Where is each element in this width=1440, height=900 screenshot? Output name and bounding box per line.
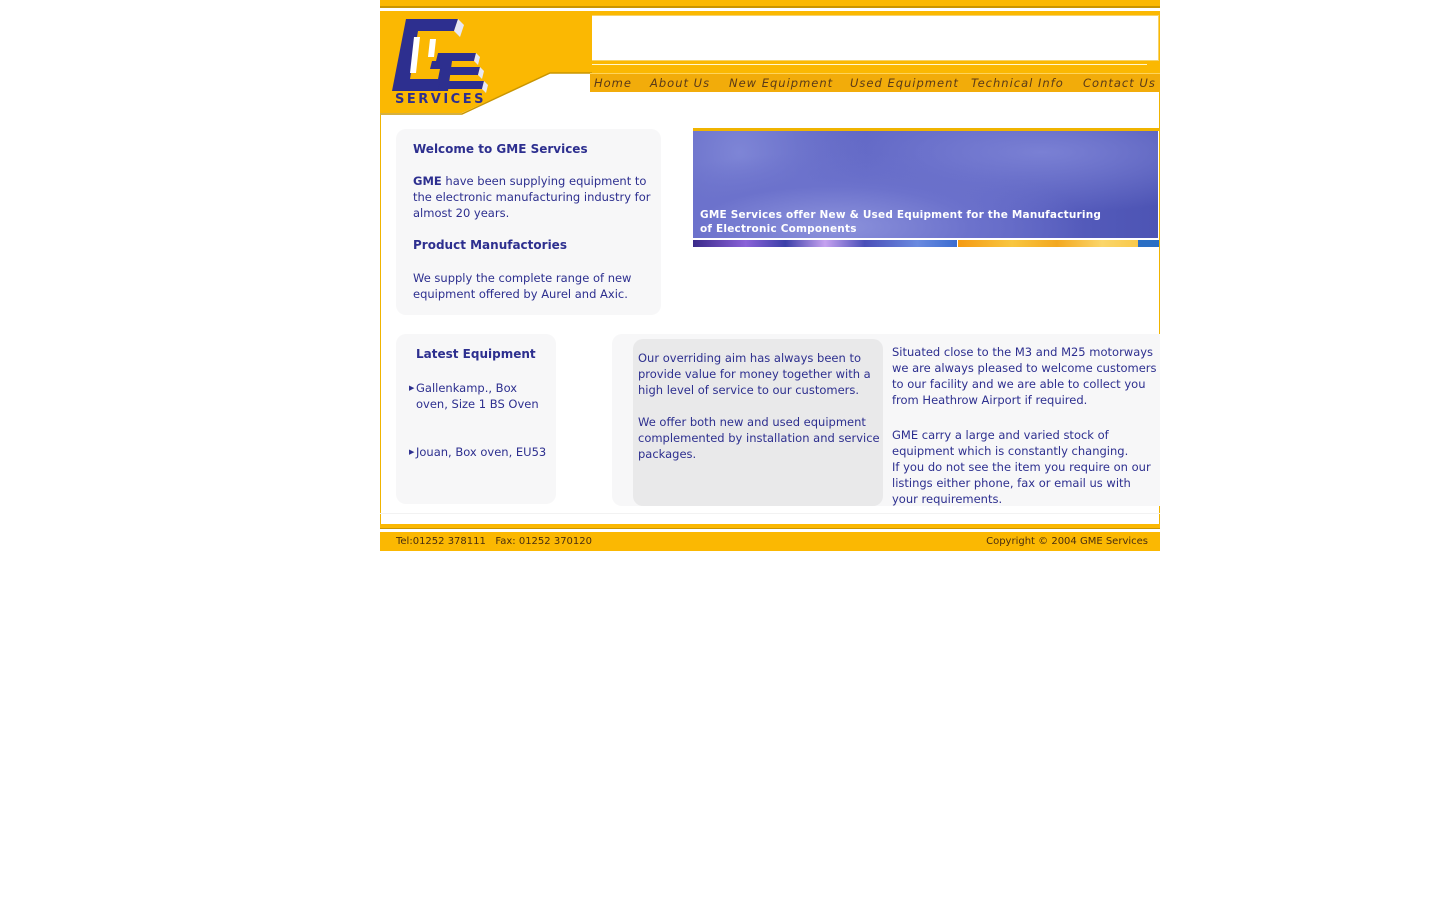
main-nav	[590, 73, 1160, 92]
latest-item-1[interactable]	[409, 380, 551, 412]
location-text	[892, 344, 1160, 507]
nav-new-equipment[interactable]: New Equipment	[729, 76, 834, 90]
welcome-intro-bold: GME	[413, 174, 442, 188]
banner-caption-line-1: GME Services offer New & Used Equipment for the Manufacturing	[700, 209, 1102, 221]
hero-banner	[693, 128, 1160, 248]
location-para-1: Situated close to the M3 and M25 motorways we are always pleased to welcome customers to our facility and we are able to collect you from Heathrow Airport if required.	[892, 345, 1157, 407]
banner-image	[693, 131, 1158, 238]
header	[380, 11, 1160, 115]
bullet-arrow-icon: ▶	[409, 384, 415, 392]
aim-text-1: Our overriding aim has always been to provide value for money together with a high level of service to our customers.	[638, 351, 871, 397]
nav-technical-info[interactable]: Technical Info	[971, 76, 1064, 90]
product-manufactories-heading: Product Manufactories	[413, 238, 567, 252]
footer-separator	[380, 513, 1160, 514]
stock-para: GME carry a large and varied stock of equipment which is constantly changing.	[892, 428, 1129, 458]
latest-item-2-label: Jouan, Box oven, EU53	[416, 445, 547, 459]
welcome-card	[396, 129, 661, 315]
bullet-arrow-icon: ▶	[409, 448, 415, 456]
header-divider	[592, 64, 1147, 65]
latest-equipment-card	[396, 334, 556, 504]
header-banner-box	[591, 15, 1159, 61]
footer-copyright: Copyright © 2004 GME Services	[986, 536, 1148, 547]
footer-contact: Tel:01252 378111 Fax: 01252 370120	[396, 536, 593, 547]
banner-strip-end	[1138, 240, 1159, 247]
frame-border-left	[380, 115, 381, 525]
top-bar	[380, 0, 1160, 8]
welcome-intro	[413, 173, 653, 221]
welcome-intro-text: have been supplying equipment to the electronic manufacturing industry for almost 20 years.	[413, 174, 651, 220]
banner-strip-blue	[693, 240, 957, 247]
banner-strip-orange	[958, 240, 1138, 247]
nav-about-us[interactable]: About Us	[650, 76, 711, 90]
footer-top-line	[380, 524, 1160, 529]
welcome-title: Welcome to GME Services	[413, 142, 588, 156]
latest-equipment-title: Latest Equipment	[416, 347, 536, 361]
logo-link[interactable]	[380, 11, 500, 111]
gme-logo-icon	[390, 17, 490, 95]
banner-caption-line-2: of Electronic Components	[700, 223, 857, 235]
aim-text-2: We offer both new and used equipment complemented by installation and service packages.	[638, 415, 880, 461]
latest-item-1-label: Gallenkamp., Box oven, Size 1 BS Oven	[416, 381, 539, 411]
footer	[380, 532, 1160, 551]
contact-prompt-para: If you do not see the item you require on our listings either phone, fax or email us with your requirements.	[892, 460, 1151, 506]
nav-used-equipment[interactable]: Used Equipment	[850, 76, 959, 90]
aim-box	[633, 339, 883, 506]
logo-subtitle: SERVICES	[395, 92, 486, 107]
product-manufactories-text: We supply the complete range of new equipment offered by Aurel and Axic.	[413, 271, 632, 301]
nav-home[interactable]: Home	[594, 76, 632, 90]
latest-item-2[interactable]	[409, 444, 551, 460]
nav-contact-us[interactable]: Contact Us	[1083, 76, 1156, 90]
banner-caption	[700, 208, 1101, 236]
